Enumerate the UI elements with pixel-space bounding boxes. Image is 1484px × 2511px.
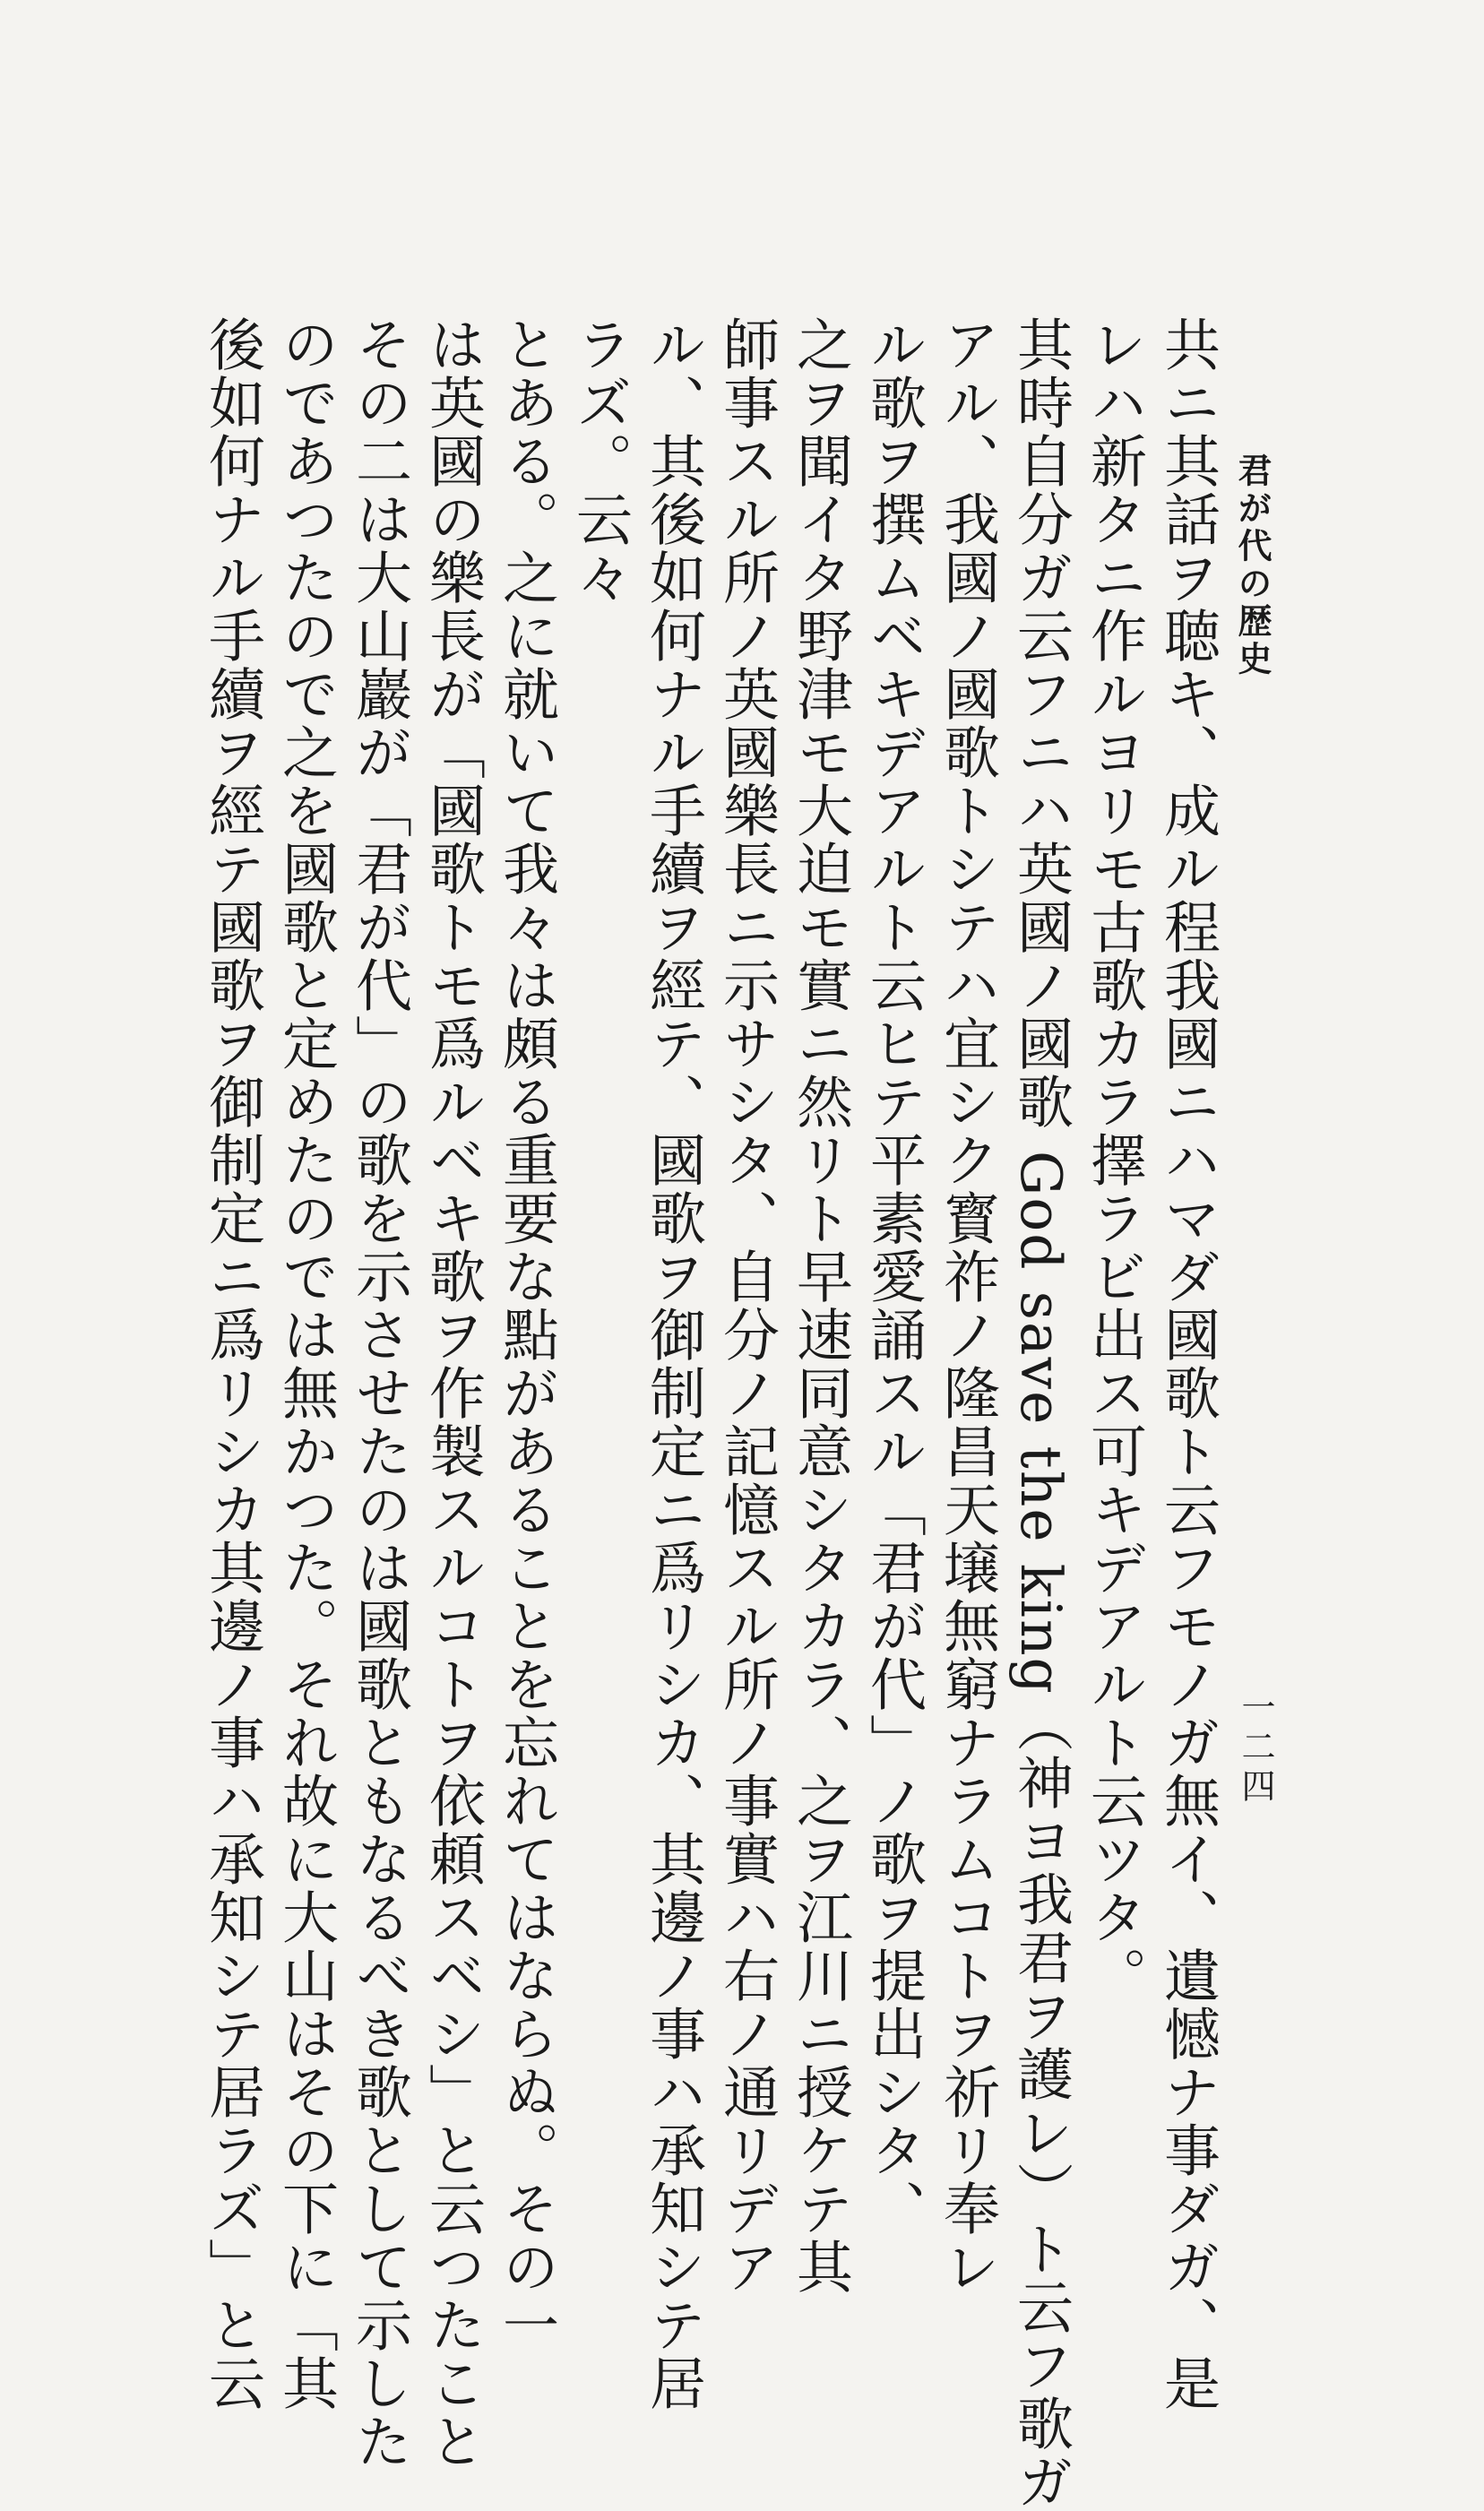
text-column: 共ニ其話ヲ聴キ、成ル程我國ニハマダ國歌ト云フモノガ無イ、遺憾ナ事ダガ、是 xyxy=(1155,315,1221,2412)
text-column: 師事スル所ノ英國樂長ニ示サシタ、自分ノ記憶スル所ノ事實ハ右ノ通リデア xyxy=(714,315,780,2296)
text-column: ル、其後如何ナル手續ヲ經テ、國歌ヲ御制定ニ爲リシカ、其邊ノ事ハ承知シテ居 xyxy=(641,315,706,2412)
text-column: 後如何ナル手續ヲ經テ國歌ヲ御制定ニ爲リシカ其邊ノ事ハ承知シテ居ラズ」と云 xyxy=(200,315,265,2412)
text-column: 之ヲ聞イタ野津モ大迫モ實ニ然リト早速同意シタカラ、之ヲ江川ニ授ケテ其 xyxy=(788,315,853,2296)
text-column: ラズ。云々 xyxy=(567,315,633,607)
body-text xyxy=(185,315,1224,2511)
text-column: ル歌ヲ撰ムベキデアルト云ヒテ平素愛誦スル「君が代」ノ歌ヲ提出シタ、 xyxy=(861,315,927,2238)
running-title: 君が代の歴史 xyxy=(1232,453,1273,678)
page-number: 一二四 xyxy=(1236,1689,1275,1808)
text-column: とある。之に就いて我々は頗る重要な點があることを忘れてはならぬ。その一 xyxy=(494,315,559,2354)
text-column: は英國の樂長が「國歌トモ爲ルベキ歌ヲ作製スルコトヲ依頼スベシ」と云つたこと xyxy=(420,315,486,2471)
text-column: 其時自分ガ云フニハ英國ノ國歌 God save the king（神ヨ我君ヲ護レ）ト云フ歌ガ xyxy=(1008,315,1074,2511)
text-column: レハ新タニ作ルヨリモ古歌カラ擇ラビ出ス可キデアルト云ツタ。 xyxy=(1082,315,1147,2005)
text-column: その二は大山巖が「君が代」の歌を示させたのは國歌ともなるべき歌として示した xyxy=(347,315,412,2471)
text-column: アル、我國ノ國歌トシテハ宜シク寳祚ノ隆昌天壌無窮ナラムコトヲ祈リ奉レ xyxy=(935,315,1000,2296)
text-column: のであつたので之を國歌と定めたのでは無かつた。それ故に大山はその下に「其 xyxy=(273,315,339,2412)
